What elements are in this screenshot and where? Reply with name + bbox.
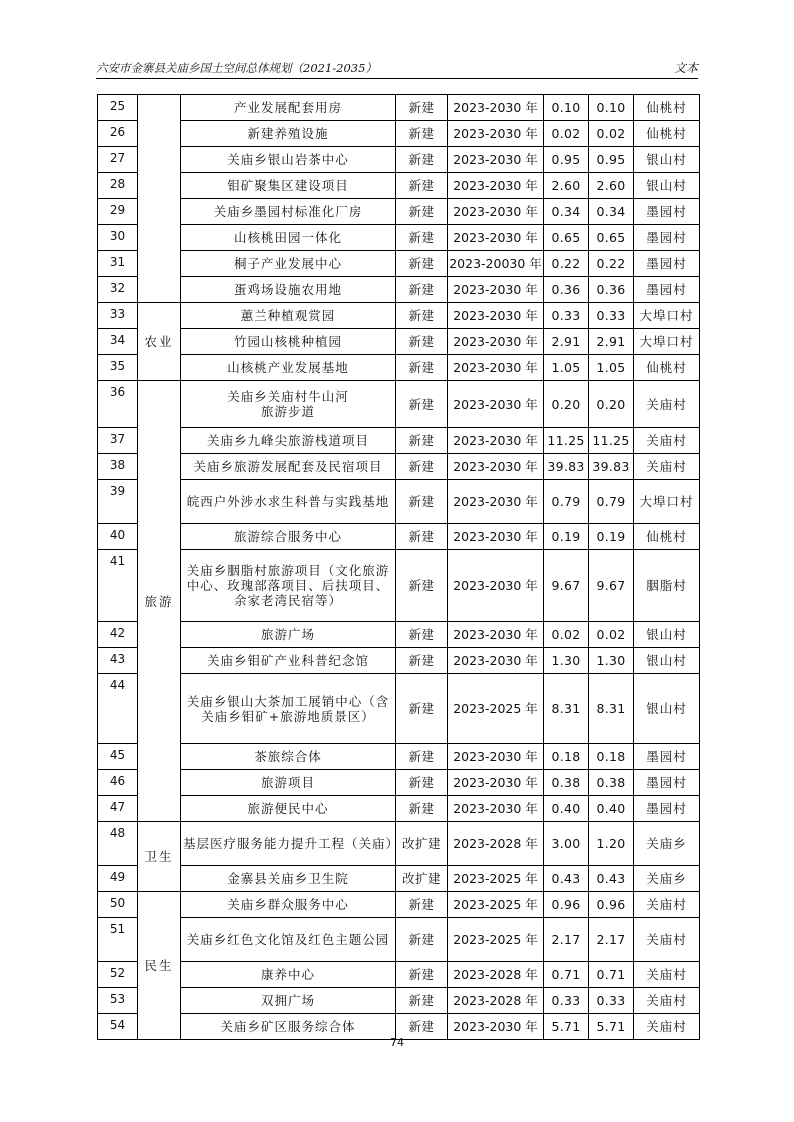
total-area-cell: 0.33 xyxy=(544,303,589,329)
category-cell xyxy=(138,95,181,303)
new-area-cell: 0.79 xyxy=(589,480,634,524)
location-cell: 银山村 xyxy=(634,648,700,674)
category-cell: 民生 xyxy=(138,892,181,1040)
total-area-cell: 0.33 xyxy=(544,988,589,1014)
total-area-cell: 0.79 xyxy=(544,480,589,524)
total-area-cell: 0.65 xyxy=(544,225,589,251)
period-cell: 2023-2030 年 xyxy=(448,796,544,822)
total-area-cell: 5.71 xyxy=(544,1014,589,1040)
project-name-cell: 关庙乡钼矿产业科普纪念馆 xyxy=(181,648,396,674)
total-area-cell: 0.71 xyxy=(544,962,589,988)
new-area-cell: 0.18 xyxy=(589,744,634,770)
new-area-cell: 0.34 xyxy=(589,199,634,225)
period-cell: 2023-2030 年 xyxy=(448,480,544,524)
period-cell: 2023-2030 年 xyxy=(448,550,544,622)
table-row xyxy=(98,95,700,121)
total-area-cell: 9.67 xyxy=(544,550,589,622)
location-cell: 仙桃村 xyxy=(634,524,700,550)
row-number-cell: 34 xyxy=(98,329,138,355)
table-row xyxy=(98,454,700,480)
construction-type-cell: 新建 xyxy=(396,1014,448,1040)
project-name-cell: 关庙乡旅游发展配套及民宿项目 xyxy=(181,454,396,480)
table-row xyxy=(98,674,700,744)
table-row xyxy=(98,480,700,524)
project-name-cell: 关庙乡银山岩茶中心 xyxy=(181,147,396,173)
project-name-cell: 关庙乡矿区服务综合体 xyxy=(181,1014,396,1040)
new-area-cell: 0.71 xyxy=(589,962,634,988)
new-area-cell: 1.20 xyxy=(589,822,634,866)
location-cell: 关庙村 xyxy=(634,1014,700,1040)
table-row xyxy=(98,988,700,1014)
construction-type-cell: 新建 xyxy=(396,622,448,648)
total-area-cell: 0.38 xyxy=(544,770,589,796)
project-name-cell: 蛋鸡场设施农用地 xyxy=(181,277,396,303)
total-area-cell: 0.18 xyxy=(544,744,589,770)
row-number-cell: 31 xyxy=(98,251,138,277)
period-cell: 2023-2025 年 xyxy=(448,866,544,892)
project-table-container xyxy=(97,94,700,1040)
period-cell: 2023-2030 年 xyxy=(448,622,544,648)
project-name-cell: 山核桃产业发展基地 xyxy=(181,355,396,381)
table-row xyxy=(98,866,700,892)
new-area-cell: 39.83 xyxy=(589,454,634,480)
table-row xyxy=(98,822,700,866)
construction-type-cell: 改扩建 xyxy=(396,866,448,892)
table-row xyxy=(98,225,700,251)
location-cell: 胭脂村 xyxy=(634,550,700,622)
total-area-cell: 0.02 xyxy=(544,121,589,147)
new-area-cell: 8.31 xyxy=(589,674,634,744)
table-row xyxy=(98,648,700,674)
total-area-cell: 0.02 xyxy=(544,622,589,648)
section-label: 文本 xyxy=(673,61,698,75)
new-area-cell: 0.65 xyxy=(589,225,634,251)
row-number-cell: 27 xyxy=(98,147,138,173)
construction-type-cell: 新建 xyxy=(396,454,448,480)
location-cell: 关庙村 xyxy=(634,428,700,454)
location-cell: 关庙村 xyxy=(634,381,700,428)
location-cell: 墨园村 xyxy=(634,225,700,251)
period-cell: 2023-2030 年 xyxy=(448,744,544,770)
period-cell: 2023-2030 年 xyxy=(448,454,544,480)
period-cell: 2023-2030 年 xyxy=(448,428,544,454)
project-name-cell: 双拥广场 xyxy=(181,988,396,1014)
location-cell: 关庙乡 xyxy=(634,866,700,892)
period-cell: 2023-2030 年 xyxy=(448,770,544,796)
project-name-cell: 旅游便民中心 xyxy=(181,796,396,822)
period-cell: 2023-2025 年 xyxy=(448,892,544,918)
period-cell: 2023-2030 年 xyxy=(448,225,544,251)
period-cell: 2023-2025 年 xyxy=(448,918,544,962)
category-cell: 卫生 xyxy=(138,822,181,892)
project-name-cell: 竹园山核桃种植园 xyxy=(181,329,396,355)
new-area-cell: 0.10 xyxy=(589,95,634,121)
new-area-cell: 2.17 xyxy=(589,918,634,962)
row-number-cell: 39 xyxy=(98,480,138,524)
table-row xyxy=(98,892,700,918)
period-cell: 2023-2030 年 xyxy=(448,524,544,550)
period-cell: 2023-2028 年 xyxy=(448,822,544,866)
project-name-cell: 金寨县关庙乡卫生院 xyxy=(181,866,396,892)
new-area-cell: 0.19 xyxy=(589,524,634,550)
construction-type-cell: 新建 xyxy=(396,480,448,524)
row-number-cell: 40 xyxy=(98,524,138,550)
row-number-cell: 32 xyxy=(98,277,138,303)
row-number-cell: 49 xyxy=(98,866,138,892)
row-number-cell: 26 xyxy=(98,121,138,147)
period-cell: 2023-2030 年 xyxy=(448,303,544,329)
table-row xyxy=(98,147,700,173)
project-name-cell: 山核桃田园一体化 xyxy=(181,225,396,251)
table-row xyxy=(98,121,700,147)
project-name-cell: 康养中心 xyxy=(181,962,396,988)
project-name-cell: 产业发展配套用房 xyxy=(181,95,396,121)
row-number-cell: 54 xyxy=(98,1014,138,1040)
row-number-cell: 35 xyxy=(98,355,138,381)
period-cell: 2023-2030 年 xyxy=(448,329,544,355)
location-cell: 银山村 xyxy=(634,622,700,648)
table-row xyxy=(98,918,700,962)
new-area-cell: 0.40 xyxy=(589,796,634,822)
total-area-cell: 3.00 xyxy=(544,822,589,866)
location-cell: 大埠口村 xyxy=(634,480,700,524)
new-area-cell: 0.22 xyxy=(589,251,634,277)
row-number-cell: 41 xyxy=(98,550,138,622)
row-number-cell: 48 xyxy=(98,822,138,866)
project-name-cell: 旅游广场 xyxy=(181,622,396,648)
period-cell: 2023-2030 年 xyxy=(448,648,544,674)
row-number-cell: 38 xyxy=(98,454,138,480)
row-number-cell: 52 xyxy=(98,962,138,988)
new-area-cell: 0.36 xyxy=(589,277,634,303)
total-area-cell: 0.40 xyxy=(544,796,589,822)
project-name-cell: 蕙兰种植观赏园 xyxy=(181,303,396,329)
new-area-cell: 9.67 xyxy=(589,550,634,622)
row-number-cell: 43 xyxy=(98,648,138,674)
table-row xyxy=(98,329,700,355)
project-name-cell: 旅游综合服务中心 xyxy=(181,524,396,550)
period-cell: 2023-2030 年 xyxy=(448,355,544,381)
row-number-cell: 53 xyxy=(98,988,138,1014)
project-table-body xyxy=(98,95,700,1040)
document-title: 六安市金寨县关庙乡国土空间总体规划（2021-2035） xyxy=(96,61,377,75)
location-cell: 关庙村 xyxy=(634,454,700,480)
construction-type-cell: 新建 xyxy=(396,648,448,674)
construction-type-cell: 新建 xyxy=(396,428,448,454)
project-name-cell: 茶旅综合体 xyxy=(181,744,396,770)
new-area-cell: 0.38 xyxy=(589,770,634,796)
new-area-cell: 1.05 xyxy=(589,355,634,381)
header-rule xyxy=(96,78,698,79)
row-number-cell: 30 xyxy=(98,225,138,251)
project-name-cell: 关庙乡胭脂村旅游项目（文化旅游中心、玫瑰部落项目、后扶项目、余家老湾民宿等） xyxy=(181,550,396,622)
project-name-cell: 关庙乡墨园村标准化厂房 xyxy=(181,199,396,225)
table-row xyxy=(98,770,700,796)
new-area-cell: 0.33 xyxy=(589,988,634,1014)
table-row xyxy=(98,550,700,622)
row-number-cell: 28 xyxy=(98,173,138,199)
table-row xyxy=(98,524,700,550)
construction-type-cell: 新建 xyxy=(396,770,448,796)
new-area-cell: 0.43 xyxy=(589,866,634,892)
total-area-cell: 0.95 xyxy=(544,147,589,173)
construction-type-cell: 新建 xyxy=(396,550,448,622)
total-area-cell: 0.43 xyxy=(544,866,589,892)
construction-type-cell: 改扩建 xyxy=(396,822,448,866)
construction-type-cell: 新建 xyxy=(396,173,448,199)
construction-type-cell: 新建 xyxy=(396,199,448,225)
construction-type-cell: 新建 xyxy=(396,796,448,822)
new-area-cell: 0.02 xyxy=(589,622,634,648)
location-cell: 关庙乡 xyxy=(634,822,700,866)
construction-type-cell: 新建 xyxy=(396,988,448,1014)
construction-type-cell: 新建 xyxy=(396,303,448,329)
period-cell: 2023-2030 年 xyxy=(448,199,544,225)
row-number-cell: 47 xyxy=(98,796,138,822)
total-area-cell: 39.83 xyxy=(544,454,589,480)
location-cell: 关庙村 xyxy=(634,918,700,962)
period-cell: 2023-2030 年 xyxy=(448,147,544,173)
period-cell: 2023-2030 年 xyxy=(448,277,544,303)
new-area-cell: 0.95 xyxy=(589,147,634,173)
location-cell: 关庙村 xyxy=(634,988,700,1014)
period-cell: 2023-2030 年 xyxy=(448,121,544,147)
table-row xyxy=(98,277,700,303)
construction-type-cell: 新建 xyxy=(396,121,448,147)
project-name-cell: 钼矿聚集区建设项目 xyxy=(181,173,396,199)
table-row xyxy=(98,199,700,225)
total-area-cell: 0.20 xyxy=(544,381,589,428)
new-area-cell: 0.20 xyxy=(589,381,634,428)
total-area-cell: 0.19 xyxy=(544,524,589,550)
row-number-cell: 29 xyxy=(98,199,138,225)
location-cell: 墨园村 xyxy=(634,744,700,770)
row-number-cell: 36 xyxy=(98,381,138,428)
row-number-cell: 51 xyxy=(98,918,138,962)
project-name-cell: 关庙乡关庙村牛山河 旅游步道 xyxy=(181,381,396,428)
total-area-cell: 11.25 xyxy=(544,428,589,454)
location-cell: 关庙村 xyxy=(634,892,700,918)
total-area-cell: 0.96 xyxy=(544,892,589,918)
period-cell: 2023-2030 年 xyxy=(448,1014,544,1040)
project-table xyxy=(97,94,700,1040)
construction-type-cell: 新建 xyxy=(396,147,448,173)
construction-type-cell: 新建 xyxy=(396,95,448,121)
project-name-cell: 旅游项目 xyxy=(181,770,396,796)
table-row xyxy=(98,251,700,277)
construction-type-cell: 新建 xyxy=(396,277,448,303)
period-cell: 2023-2030 年 xyxy=(448,173,544,199)
new-area-cell: 11.25 xyxy=(589,428,634,454)
table-row xyxy=(98,622,700,648)
table-row xyxy=(98,355,700,381)
construction-type-cell: 新建 xyxy=(396,524,448,550)
project-name-cell: 新建养殖设施 xyxy=(181,121,396,147)
construction-type-cell: 新建 xyxy=(396,225,448,251)
construction-type-cell: 新建 xyxy=(396,355,448,381)
period-cell: 2023-20030 年 xyxy=(448,251,544,277)
location-cell: 银山村 xyxy=(634,173,700,199)
location-cell: 墨园村 xyxy=(634,796,700,822)
construction-type-cell: 新建 xyxy=(396,892,448,918)
new-area-cell: 5.71 xyxy=(589,1014,634,1040)
new-area-cell: 1.30 xyxy=(589,648,634,674)
table-row xyxy=(98,303,700,329)
row-number-cell: 42 xyxy=(98,622,138,648)
project-name-cell: 桐子产业发展中心 xyxy=(181,251,396,277)
location-cell: 仙桃村 xyxy=(634,121,700,147)
total-area-cell: 0.34 xyxy=(544,199,589,225)
page-header xyxy=(96,58,698,78)
row-number-cell: 50 xyxy=(98,892,138,918)
period-cell: 2023-2030 年 xyxy=(448,381,544,428)
table-row xyxy=(98,962,700,988)
construction-type-cell: 新建 xyxy=(396,251,448,277)
location-cell: 墨园村 xyxy=(634,277,700,303)
project-name-cell: 关庙乡银山大茶加工展销中心（含关庙乡钼矿+旅游地质景区） xyxy=(181,674,396,744)
location-cell: 仙桃村 xyxy=(634,95,700,121)
table-row xyxy=(98,796,700,822)
location-cell: 墨园村 xyxy=(634,770,700,796)
table-row xyxy=(98,428,700,454)
new-area-cell: 0.33 xyxy=(589,303,634,329)
table-row xyxy=(98,381,700,428)
construction-type-cell: 新建 xyxy=(396,674,448,744)
row-number-cell: 33 xyxy=(98,303,138,329)
project-name-cell: 皖西户外涉水求生科普与实践基地 xyxy=(181,480,396,524)
category-cell: 旅游 xyxy=(138,381,181,822)
row-number-cell: 45 xyxy=(98,744,138,770)
total-area-cell: 0.22 xyxy=(544,251,589,277)
period-cell: 2023-2028 年 xyxy=(448,988,544,1014)
location-cell: 大埠口村 xyxy=(634,303,700,329)
location-cell: 银山村 xyxy=(634,147,700,173)
location-cell: 关庙村 xyxy=(634,962,700,988)
total-area-cell: 2.91 xyxy=(544,329,589,355)
period-cell: 2023-2030 年 xyxy=(448,95,544,121)
location-cell: 墨园村 xyxy=(634,199,700,225)
total-area-cell: 1.05 xyxy=(544,355,589,381)
total-area-cell: 2.60 xyxy=(544,173,589,199)
construction-type-cell: 新建 xyxy=(396,381,448,428)
project-name-cell: 关庙乡群众服务中心 xyxy=(181,892,396,918)
total-area-cell: 2.17 xyxy=(544,918,589,962)
table-row xyxy=(98,173,700,199)
row-number-cell: 37 xyxy=(98,428,138,454)
new-area-cell: 2.91 xyxy=(589,329,634,355)
project-name-cell: 关庙乡红色文化馆及红色主题公园 xyxy=(181,918,396,962)
project-name-cell: 关庙乡九峰尖旅游栈道项目 xyxy=(181,428,396,454)
construction-type-cell: 新建 xyxy=(396,329,448,355)
location-cell: 银山村 xyxy=(634,674,700,744)
total-area-cell: 0.36 xyxy=(544,277,589,303)
total-area-cell: 1.30 xyxy=(544,648,589,674)
period-cell: 2023-2028 年 xyxy=(448,962,544,988)
row-number-cell: 25 xyxy=(98,95,138,121)
page-number: 74 xyxy=(390,1036,404,1049)
total-area-cell: 8.31 xyxy=(544,674,589,744)
period-cell: 2023-2025 年 xyxy=(448,674,544,744)
category-cell: 农业 xyxy=(138,303,181,381)
construction-type-cell: 新建 xyxy=(396,918,448,962)
construction-type-cell: 新建 xyxy=(396,962,448,988)
location-cell: 仙桃村 xyxy=(634,355,700,381)
new-area-cell: 2.60 xyxy=(589,173,634,199)
new-area-cell: 0.96 xyxy=(589,892,634,918)
row-number-cell: 44 xyxy=(98,674,138,744)
construction-type-cell: 新建 xyxy=(396,744,448,770)
total-area-cell: 0.10 xyxy=(544,95,589,121)
project-name-cell: 基层医疗服务能力提升工程（关庙） xyxy=(181,822,396,866)
location-cell: 墨园村 xyxy=(634,251,700,277)
location-cell: 大埠口村 xyxy=(634,329,700,355)
table-row xyxy=(98,744,700,770)
row-number-cell: 46 xyxy=(98,770,138,796)
new-area-cell: 0.02 xyxy=(589,121,634,147)
